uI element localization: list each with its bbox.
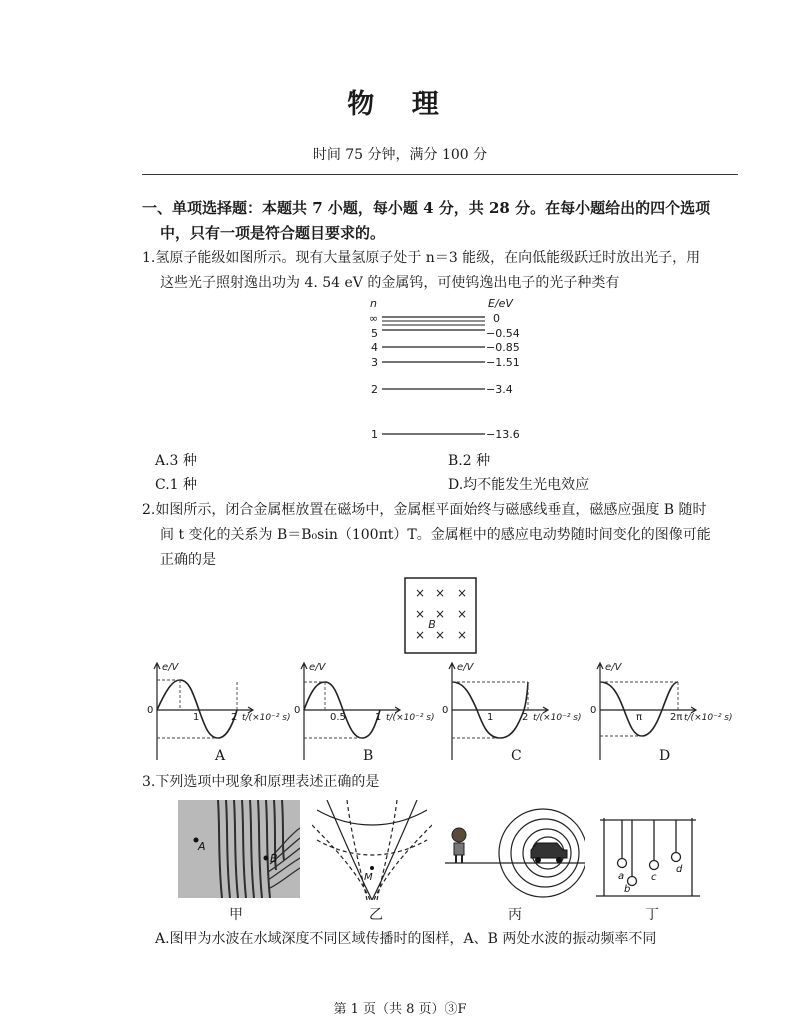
page-title: 物 理: [347, 89, 453, 120]
graph-a-origin: 0: [147, 705, 154, 716]
caption-bing: 丙: [508, 907, 522, 923]
level-inf-n: ∞: [369, 312, 379, 325]
exam-info: 时间 75 分钟，满分 100 分: [312, 147, 488, 163]
level-1-e: −13.6: [486, 428, 520, 441]
field-cross-icon: ×: [434, 586, 446, 600]
graph-d-tunit: t/(×10⁻² s): [684, 713, 733, 723]
caption-jia: 甲: [229, 907, 243, 923]
pendulum-b-label: b: [624, 884, 631, 895]
graph-d-ylabel: e/V: [605, 662, 622, 673]
field-cross-icon: ×: [434, 628, 446, 642]
graph-b-letter: B: [363, 748, 374, 764]
graph-c-letter: C: [511, 748, 522, 764]
level-3-e: −1.51: [486, 356, 520, 369]
q1-option-b: B.2 种: [448, 453, 491, 469]
q1-stem-line2: 这些光子照射逸出功为 4. 54 eV 的金属钨，可使钨逸出电子的光子种类有: [160, 275, 620, 291]
level-4-n: 4: [371, 341, 378, 354]
field-cross-icon: ×: [456, 607, 468, 621]
level-5-e: −0.54: [486, 327, 520, 340]
graph-a-tunit: t/(×10⁻² s): [242, 713, 291, 723]
car-icon: [531, 843, 567, 863]
graph-c-tunit: t/(×10⁻² s): [533, 713, 582, 723]
level-inf-e: 0: [493, 312, 500, 325]
point-m-label: M: [364, 872, 373, 883]
figure-yi-interference: [312, 800, 432, 900]
graph-b-tunit: t/(×10⁻² s): [386, 713, 435, 723]
q3-option-a: A.图甲为水波在水域深度不同区域传播时的图样，A、B 两处水波的振动频率不同: [155, 931, 657, 947]
graph-b-tick1: 0.5: [330, 712, 346, 723]
pendulum-d-label: d: [676, 864, 683, 875]
point-b-label: B: [270, 852, 278, 865]
level-1-n: 1: [371, 428, 378, 441]
q1-option-c: C.1 种: [155, 477, 198, 493]
field-cross-icon: ×: [414, 607, 426, 621]
magnetic-field-frame: [404, 577, 480, 655]
graph-b-tick2: 1: [375, 712, 382, 723]
energy-level-diagram: [360, 296, 580, 446]
graph-a-letter: A: [215, 748, 226, 764]
graph-c-ylabel: e/V: [457, 662, 474, 673]
graph-c-origin: 0: [442, 705, 449, 716]
q2-stem-line1: 2.如图所示，闭合金属框放置在磁场中，金属框平面始终与磁感线垂直，磁感应强度 B 随时: [142, 502, 707, 518]
figure-ding-pendulums: [596, 808, 700, 900]
caption-ding: 丁: [645, 907, 659, 923]
person-icon: [452, 828, 466, 863]
field-b-label: B: [428, 618, 436, 631]
graph-c-tick2: 2: [522, 712, 529, 723]
graph-d-tick2: 2π: [670, 712, 683, 723]
caption-yi: 乙: [369, 907, 383, 923]
level-3-n: 3: [371, 356, 378, 369]
pendulum-c-label: c: [651, 872, 657, 883]
level-2-n: 2: [371, 383, 378, 396]
q1-stem-line1: 1.氢原子能级如图所示。现有大量氢原子处于 n＝3 能级，在向低能级跃迁时放出光子，用: [142, 250, 701, 266]
level-4-e: −0.85: [486, 341, 520, 354]
point-a-label: A: [198, 840, 206, 853]
graph-b-ylabel: e/V: [309, 662, 326, 673]
n-axis-label: n: [370, 297, 377, 310]
graph-d-tick1: π: [636, 712, 643, 723]
field-cross-icon: ×: [414, 628, 426, 642]
q2-stem-line3: 正确的是: [160, 552, 216, 568]
q2-stem-line2: 间 t 变化的关系为 B＝B₀sin（100πt）T。金属框中的感应电动势随时间变化的图像可能: [160, 527, 711, 543]
graph-d-letter: D: [659, 748, 671, 764]
figure-bing-doppler: [445, 800, 585, 900]
graph-a-tick2: 2: [231, 712, 238, 723]
q3-stem: 3.下列选项中现象和原理表述正确的是: [142, 774, 380, 790]
graph-c-tick1: 1: [487, 712, 494, 723]
level-2-e: −3.4: [486, 383, 513, 396]
pendulum-a-label: a: [618, 871, 625, 882]
level-5-n: 5: [371, 327, 378, 340]
section-heading-line1: 一、单项选择题：本题共 7 小题，每小题 4 分，共 28 分。在每小题给出的四个选项: [142, 199, 711, 217]
header-divider: [142, 174, 738, 175]
field-cross-icon: ×: [434, 607, 446, 621]
graph-b-origin: 0: [294, 705, 301, 716]
section-heading-line2: 中，只有一项是符合题目要求的。: [160, 224, 386, 242]
field-cross-icon: ×: [456, 628, 468, 642]
graph-a-tick1: 1: [193, 712, 200, 723]
q1-option-d: D.均不能发生光电效应: [448, 477, 590, 493]
q1-option-a: A.3 种: [155, 453, 197, 469]
page-number: 第 1 页（共 8 页）③F: [333, 1002, 467, 1017]
field-cross-icon: ×: [414, 586, 426, 600]
energy-axis-label: E/eV: [488, 297, 513, 310]
figure-jia-water-wave-photo: [178, 800, 300, 898]
graph-d-origin: 0: [590, 705, 597, 716]
field-cross-icon: ×: [456, 586, 468, 600]
graph-a-ylabel: e/V: [162, 662, 179, 673]
